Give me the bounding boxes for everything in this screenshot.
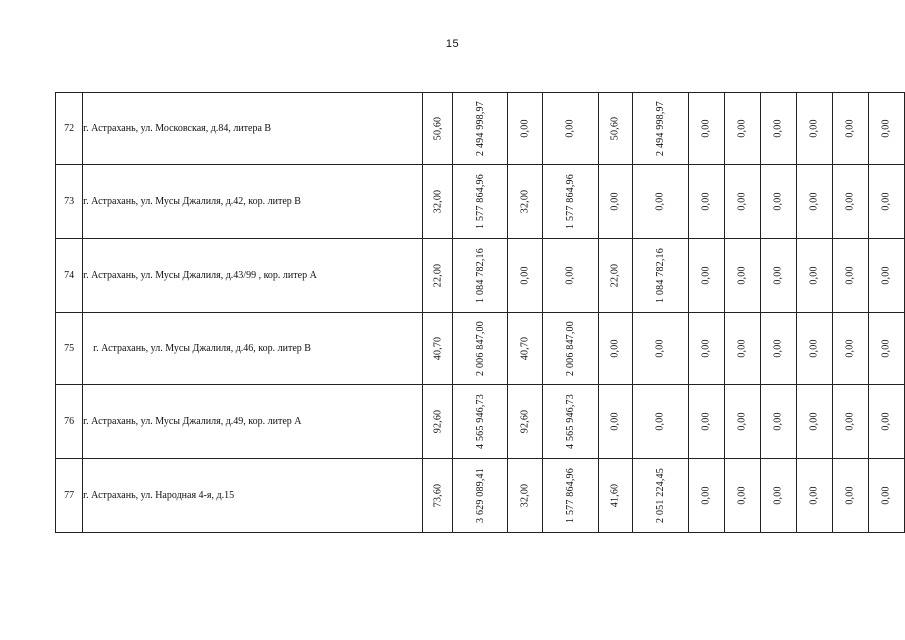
address-cell: г. Астрахань, ул. Народная 4-я, д.15 <box>83 459 423 533</box>
value-cell <box>542 385 598 459</box>
value-text: 0,00 <box>772 192 784 211</box>
address-cell: г. Астрахань, ул. Мусы Джалиля, д.46, кор. литер В <box>83 313 423 385</box>
value-text: 2 494 998,97 <box>474 101 486 156</box>
value-text: 0,00 <box>519 119 531 138</box>
value-cell <box>868 313 904 385</box>
value-text: 0,00 <box>844 266 856 285</box>
value-cell <box>452 385 508 459</box>
value-cell <box>688 239 724 313</box>
value-text: 0,00 <box>808 266 820 285</box>
value-text: 0,00 <box>808 339 820 358</box>
value-text: 73,60 <box>431 483 443 508</box>
value-text: 0,00 <box>736 412 748 431</box>
value-text: 92,60 <box>519 409 531 434</box>
value-text: 22,00 <box>431 263 443 288</box>
value-cell <box>542 165 598 239</box>
value-cell <box>796 459 832 533</box>
value-text: 0,00 <box>519 266 531 285</box>
value-text: 92,60 <box>431 409 443 434</box>
table-row <box>56 93 905 165</box>
value-text: 0,00 <box>844 192 856 211</box>
value-text: 0,00 <box>844 486 856 505</box>
value-text: 2 006 847,00 <box>564 321 576 376</box>
value-text: 0,00 <box>700 486 712 505</box>
value-text: 2 006 847,00 <box>474 321 486 376</box>
value-text: 0,00 <box>772 412 784 431</box>
value-cell <box>724 313 760 385</box>
value-cell <box>632 165 688 239</box>
value-text: 0,00 <box>564 119 576 138</box>
value-cell <box>598 385 632 459</box>
value-cell <box>632 459 688 533</box>
value-text: 0,00 <box>880 266 892 285</box>
value-text: 0,00 <box>700 192 712 211</box>
value-text: 0,00 <box>808 119 820 138</box>
value-text: 0,00 <box>880 486 892 505</box>
value-cell <box>452 459 508 533</box>
value-text: 3 629 089,41 <box>474 468 486 523</box>
value-text: 50,60 <box>431 116 443 141</box>
value-text: 0,00 <box>736 192 748 211</box>
value-cell <box>598 313 632 385</box>
value-text: 0,00 <box>844 119 856 138</box>
value-text: 0,00 <box>880 412 892 431</box>
row-number: 75 <box>56 313 83 385</box>
value-cell <box>688 459 724 533</box>
value-text: 22,00 <box>609 263 621 288</box>
value-cell <box>542 459 598 533</box>
value-cell <box>598 93 632 165</box>
value-text: 0,00 <box>736 119 748 138</box>
value-cell <box>452 313 508 385</box>
value-text: 0,00 <box>808 486 820 505</box>
value-text: 32,00 <box>519 483 531 508</box>
value-cell <box>724 165 760 239</box>
value-cell <box>423 459 452 533</box>
value-cell <box>598 239 632 313</box>
value-text: 0,00 <box>808 412 820 431</box>
value-cell <box>452 165 508 239</box>
value-text: 0,00 <box>772 339 784 358</box>
value-cell <box>598 165 632 239</box>
value-cell <box>760 93 796 165</box>
value-text: 0,00 <box>654 192 666 211</box>
value-text: 4 565 946,73 <box>474 394 486 449</box>
table-row <box>56 313 905 385</box>
value-cell <box>868 165 904 239</box>
value-cell <box>423 165 452 239</box>
value-text: 1 577 864,96 <box>564 468 576 523</box>
value-cell <box>632 93 688 165</box>
data-table <box>55 92 905 533</box>
value-text: 50,60 <box>609 116 621 141</box>
value-cell <box>796 313 832 385</box>
value-cell <box>796 93 832 165</box>
table-body <box>56 93 905 533</box>
row-number: 76 <box>56 385 83 459</box>
value-cell <box>423 93 452 165</box>
value-text: 0,00 <box>772 119 784 138</box>
row-number: 73 <box>56 165 83 239</box>
value-cell <box>542 239 598 313</box>
value-cell <box>724 239 760 313</box>
value-text: 2 051 224,45 <box>654 468 666 523</box>
value-cell <box>832 165 868 239</box>
value-cell <box>688 165 724 239</box>
value-cell <box>868 385 904 459</box>
value-cell <box>832 459 868 533</box>
value-cell <box>632 385 688 459</box>
value-text: 0,00 <box>609 412 621 431</box>
table-row <box>56 385 905 459</box>
value-cell <box>508 385 542 459</box>
value-cell <box>868 239 904 313</box>
value-text: 0,00 <box>654 339 666 358</box>
value-text: 0,00 <box>772 266 784 285</box>
value-cell <box>508 459 542 533</box>
value-text: 0,00 <box>880 119 892 138</box>
value-text: 0,00 <box>844 339 856 358</box>
value-cell <box>632 239 688 313</box>
value-cell <box>423 239 452 313</box>
value-cell <box>542 313 598 385</box>
value-text: 0,00 <box>609 192 621 211</box>
value-cell <box>508 239 542 313</box>
value-cell <box>868 459 904 533</box>
address-cell: г. Астрахань, ул. Мусы Джалиля, д.49, кор. литер А <box>83 385 423 459</box>
table-row <box>56 239 905 313</box>
value-text: 0,00 <box>736 266 748 285</box>
value-text: 1 577 864,96 <box>564 174 576 229</box>
value-text: 0,00 <box>880 339 892 358</box>
value-cell <box>760 239 796 313</box>
value-cell <box>542 93 598 165</box>
value-text: 0,00 <box>654 412 666 431</box>
value-cell <box>452 239 508 313</box>
value-cell <box>796 385 832 459</box>
row-number: 77 <box>56 459 83 533</box>
value-text: 0,00 <box>772 486 784 505</box>
row-number: 74 <box>56 239 83 313</box>
row-number: 72 <box>56 93 83 165</box>
value-cell <box>832 93 868 165</box>
value-text: 1 577 864,96 <box>474 174 486 229</box>
value-cell <box>688 93 724 165</box>
value-cell <box>423 385 452 459</box>
value-text: 0,00 <box>880 192 892 211</box>
value-text: 32,00 <box>519 189 531 214</box>
value-cell <box>760 165 796 239</box>
value-cell <box>632 313 688 385</box>
value-text: 4 565 946,73 <box>564 394 576 449</box>
address-cell: г. Астрахань, ул. Московская, д.84, литера В <box>83 93 423 165</box>
value-text: 40,70 <box>431 336 443 361</box>
value-text: 0,00 <box>736 339 748 358</box>
value-cell <box>508 93 542 165</box>
value-text: 0,00 <box>564 266 576 285</box>
value-cell <box>724 385 760 459</box>
value-text: 40,70 <box>519 336 531 361</box>
value-text: 41,60 <box>609 483 621 508</box>
value-text: 2 494 998,97 <box>654 101 666 156</box>
value-cell <box>760 459 796 533</box>
value-cell <box>423 313 452 385</box>
value-text: 0,00 <box>844 412 856 431</box>
value-text: 0,00 <box>700 119 712 138</box>
value-cell <box>724 459 760 533</box>
value-cell <box>760 313 796 385</box>
value-text: 1 084 782,16 <box>474 248 486 303</box>
value-cell <box>796 165 832 239</box>
value-cell <box>598 459 632 533</box>
value-cell <box>508 165 542 239</box>
value-text: 0,00 <box>808 192 820 211</box>
value-text: 0,00 <box>609 339 621 358</box>
value-text: 0,00 <box>700 339 712 358</box>
table-row <box>56 165 905 239</box>
value-cell <box>452 93 508 165</box>
value-cell <box>796 239 832 313</box>
value-cell <box>832 239 868 313</box>
value-text: 0,00 <box>700 412 712 431</box>
value-cell <box>724 93 760 165</box>
page-number: 15 <box>445 38 460 50</box>
value-cell <box>760 385 796 459</box>
value-text: 0,00 <box>736 486 748 505</box>
value-text: 0,00 <box>700 266 712 285</box>
table-row <box>56 459 905 533</box>
value-text: 1 084 782,16 <box>654 248 666 303</box>
value-cell <box>832 385 868 459</box>
value-cell <box>868 93 904 165</box>
address-cell: г. Астрахань, ул. Мусы Джалиля, д.42, кор. литер В <box>83 165 423 239</box>
value-text: 32,00 <box>431 189 443 214</box>
value-cell <box>688 313 724 385</box>
address-cell: г. Астрахань, ул. Мусы Джалиля, д.43/99 , кор. литер А <box>83 239 423 313</box>
value-cell <box>688 385 724 459</box>
value-cell <box>508 313 542 385</box>
value-cell <box>832 313 868 385</box>
